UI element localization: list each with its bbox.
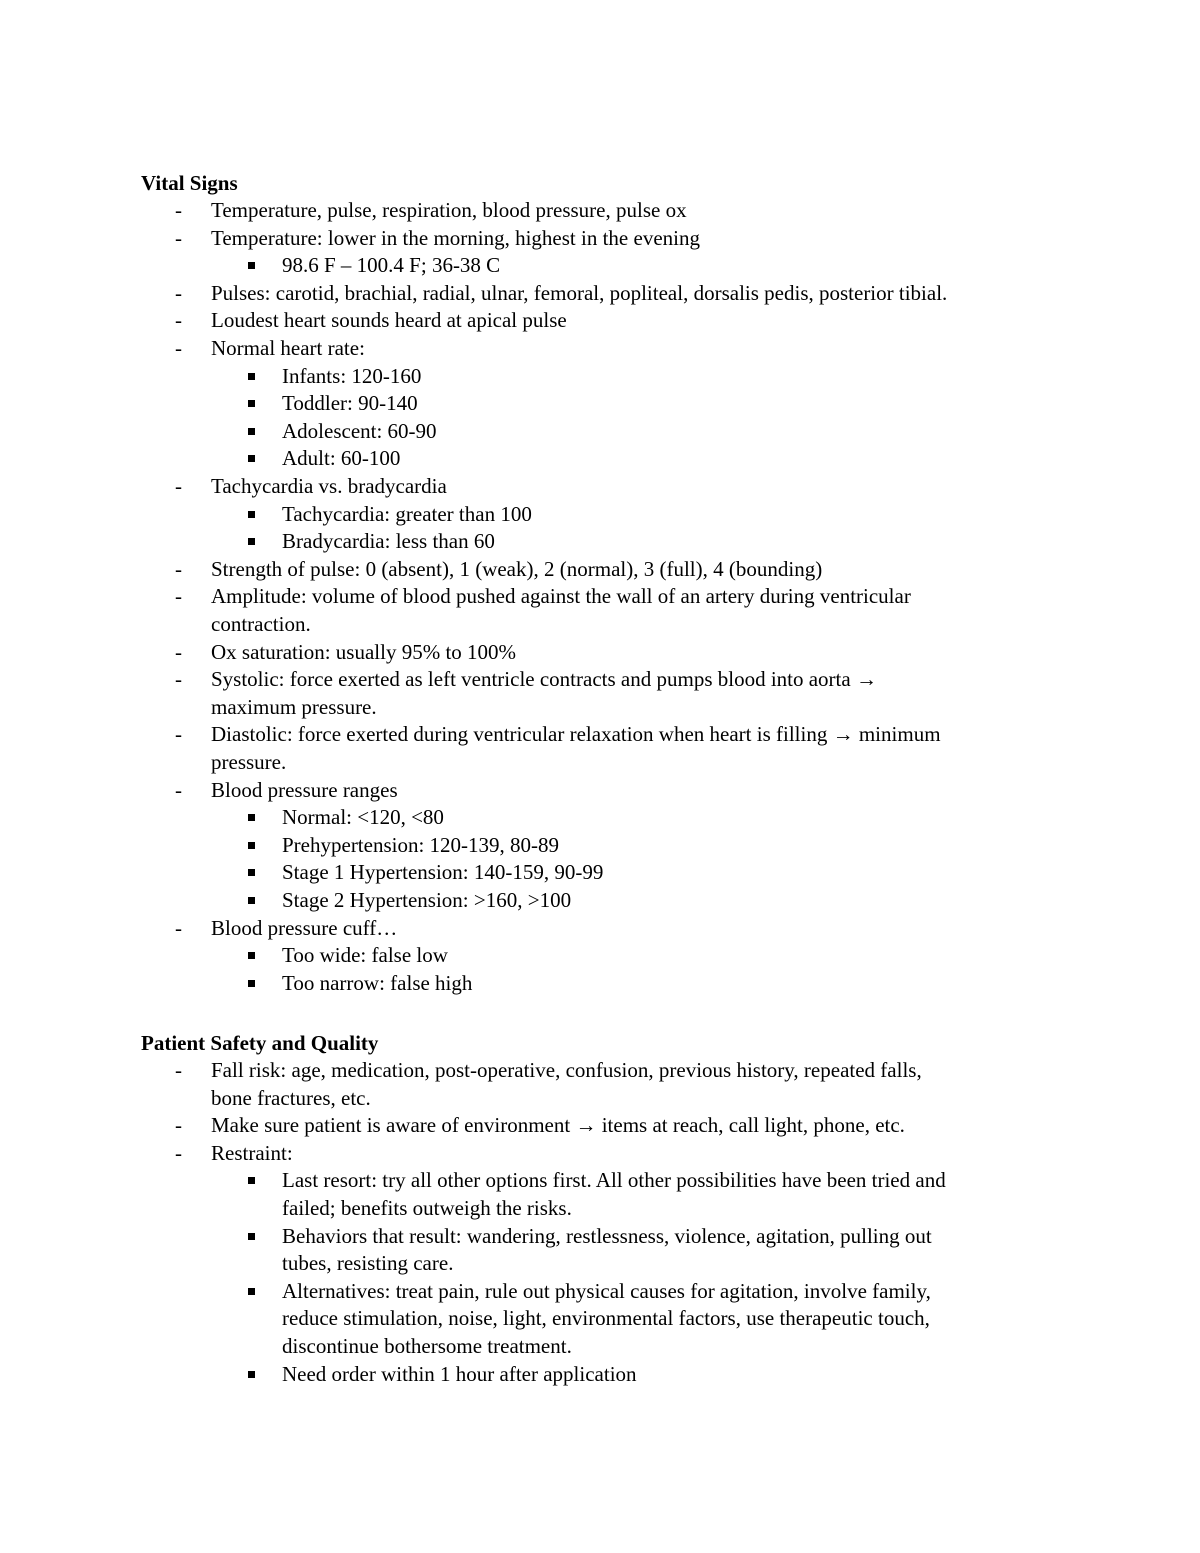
- dash-bullet-icon: -: [175, 198, 182, 222]
- sub-list-item: Too wide: false low: [282, 943, 448, 968]
- list-item: Amplitude: volume of blood pushed against the wall of an artery during ventricular: [211, 584, 911, 609]
- dash-bullet-icon: -: [175, 639, 182, 664]
- square-bullet-icon: [248, 373, 255, 380]
- sub-list-item: Too narrow: false high: [282, 970, 473, 995]
- sub-list-item: Stage 1 Hypertension: 140-159, 90-99: [282, 860, 604, 885]
- dash-bullet-icon: -: [175, 225, 182, 250]
- sub-list-item: Stage 2 Hypertension: >160, >100: [282, 888, 572, 912]
- square-bullet-icon: [248, 455, 255, 462]
- dash-bullet-icon: -: [175, 667, 182, 692]
- square-bullet-icon: [248, 538, 255, 545]
- list-item: Make sure patient is aware of environment → items at reach, call light, phone, etc.: [211, 1113, 905, 1138]
- sub-list-item: reduce stimulation, noise, light, environmental factors, use therapeutic touch,: [282, 1306, 930, 1331]
- square-bullet-icon: [248, 1177, 255, 1184]
- list-item: Ox saturation: usually 95% to 100%: [211, 639, 517, 664]
- list-item: Loudest heart sounds heard at apical pulse: [211, 308, 567, 333]
- sub-list-item: Behaviors that result: wandering, restlessness, violence, agitation, pulling out: [282, 1223, 932, 1248]
- list-item: Strength of pulse: 0 (absent), 1 (weak), 2 (normal), 3 (full), 4 (bounding): [211, 556, 823, 581]
- list-item: Tachycardia vs. bradycardia: [211, 474, 447, 498]
- sub-list-item: 98.6 F – 100.4 F; 36-38 C: [282, 253, 501, 278]
- list-item: Blood pressure ranges: [211, 777, 398, 802]
- square-bullet-icon: [248, 1233, 255, 1240]
- dash-bullet-icon: -: [175, 915, 182, 940]
- sub-list-item: Prehypertension: 120-139, 80-89: [282, 832, 560, 857]
- square-bullet-icon: [248, 952, 255, 959]
- list-item: Temperature, pulse, respiration, blood pressure, pulse ox: [211, 198, 687, 222]
- square-bullet-icon: [248, 428, 255, 435]
- sub-list-item: Adult: 60-100: [282, 446, 401, 471]
- square-bullet-icon: [248, 842, 255, 849]
- sub-list-item: failed; benefits outweigh the risks.: [282, 1196, 572, 1220]
- sub-list-item: Toddler: 90-140: [282, 391, 418, 416]
- list-item: Normal heart rate:: [211, 336, 365, 360]
- sub-list-item: tubes, resisting care.: [282, 1251, 454, 1276]
- sub-list-item: Alternatives: treat pain, rule out physical causes for agitation, involve family,: [282, 1278, 931, 1303]
- list-item: Blood pressure cuff…: [211, 915, 398, 940]
- square-bullet-icon: [248, 980, 255, 987]
- list-item: Diastolic: force exerted during ventricular relaxation when heart is filling → minimum: [211, 722, 941, 747]
- dash-bullet-icon: -: [175, 1058, 182, 1082]
- list-item: contraction.: [211, 612, 311, 636]
- dash-bullet-icon: -: [175, 336, 182, 360]
- square-bullet-icon: [248, 869, 255, 876]
- dash-bullet-icon: -: [175, 556, 182, 581]
- sub-list-item: Normal: <120, <80: [282, 805, 444, 830]
- square-bullet-icon: [248, 400, 255, 407]
- square-bullet-icon: [248, 511, 255, 518]
- dash-bullet-icon: -: [175, 474, 182, 498]
- square-bullet-icon: [248, 1288, 255, 1295]
- square-bullet-icon: [248, 262, 255, 269]
- list-item: bone fractures, etc.: [211, 1085, 371, 1110]
- sub-list-item: Tachycardia: greater than 100: [282, 501, 532, 526]
- sub-list-item: Bradycardia: less than 60: [282, 529, 495, 554]
- dash-bullet-icon: -: [175, 1140, 182, 1165]
- section-title: Patient Safety and Quality: [141, 1031, 379, 1055]
- list-item: Fall risk: age, medication, post-operative, confusion, previous history, repeated falls,: [211, 1058, 922, 1082]
- sub-list-item: Infants: 120-160: [282, 363, 422, 388]
- list-item: Pulses: carotid, brachial, radial, ulnar, femoral, popliteal, dorsalis pedis, posterior tibial.: [211, 280, 948, 305]
- sub-list-item: discontinue bothersome treatment.: [282, 1334, 572, 1358]
- dash-bullet-icon: -: [175, 280, 182, 305]
- square-bullet-icon: [248, 897, 255, 904]
- section-title: Vital Signs: [141, 171, 238, 195]
- dash-bullet-icon: -: [175, 584, 182, 609]
- list-item: Systolic: force exerted as left ventricle contracts and pumps blood into aorta →: [211, 667, 877, 692]
- dash-bullet-icon: -: [175, 722, 182, 747]
- dash-bullet-icon: -: [175, 777, 182, 802]
- dash-bullet-icon: -: [175, 308, 182, 333]
- dash-bullet-icon: -: [175, 1113, 182, 1138]
- square-bullet-icon: [248, 1371, 255, 1378]
- sub-list-item: Need order within 1 hour after application: [282, 1361, 637, 1386]
- sub-list-item: Adolescent: 60-90: [282, 418, 437, 443]
- list-item: maximum pressure.: [211, 694, 377, 719]
- sub-list-item: Last resort: try all other options first. All other possibilities have been tried and: [282, 1168, 946, 1193]
- list-item: Temperature: lower in the morning, highest in the evening: [211, 225, 700, 250]
- square-bullet-icon: [248, 814, 255, 821]
- list-item: pressure.: [211, 750, 287, 774]
- list-item: Restraint:: [211, 1140, 293, 1165]
